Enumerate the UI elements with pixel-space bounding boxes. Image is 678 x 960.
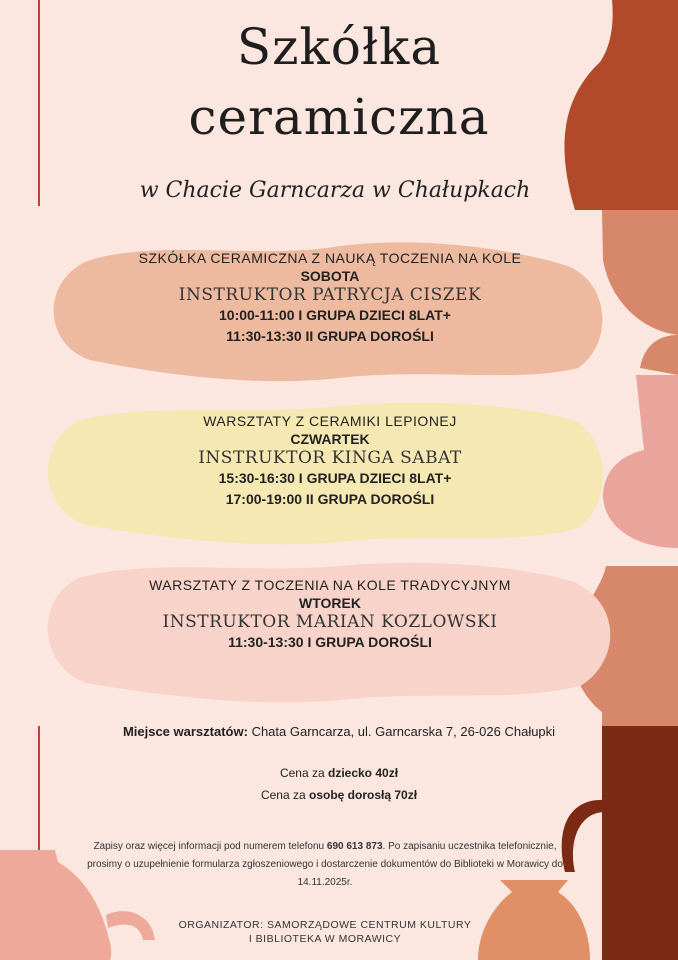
organizer-line1: ORGANIZATOR: SAMORZĄDOWE CENTRUM KULTURY (178, 919, 472, 931)
session-time: 15:30-16:30 I GRUPA DZIECI 8LAT+ (218, 470, 452, 486)
place-address: Chata Garncarza, ul. Garncarska 7, 26-026 Chałupki (251, 724, 556, 739)
session-time: 11:30-13:30 II GRUPA DOROŚLI (226, 328, 434, 344)
session-block-2 (60, 413, 600, 510)
registration-note (80, 838, 570, 892)
note-text: Zapisy oraz więcej informacji pod numerem telefonu (93, 841, 325, 852)
session-block-3 (60, 577, 600, 653)
session-heading: SZKÓŁKA CERAMICZNA Z NAUKĄ TOCZENIA NA KOLE (138, 250, 522, 266)
phone-number: 690 613 873 (326, 841, 383, 852)
price-adult (0, 788, 678, 802)
session-time: 11:30-13:30 I GRUPA DOROŚLI (228, 634, 432, 650)
session-day: WTOREK (299, 595, 361, 611)
session-time: 10:00-11:00 I GRUPA DZIECI 8LAT+ (219, 307, 451, 323)
terracotta-bowl (602, 210, 678, 335)
maroon-vase (602, 726, 678, 960)
price-value: osobę dorosłą 70zł (309, 788, 418, 802)
place-label: Miejsce warsztatów: (122, 724, 248, 739)
session-instructor: INSTRUKTOR KINGA SABAT (198, 448, 462, 468)
price-value: dziecko 40zł (328, 766, 399, 780)
organizer (120, 918, 530, 946)
price-child (0, 766, 678, 780)
note-text-continued: . Po zapisaniu uczestnika telefonicznie, prosimy o uzupełnienie formularza zgłoszeniowego i dostarczenie dokumentów do Biblioteki w Morawicy do 14.11.2025r. (87, 841, 563, 888)
page-title-line1: Szkółka (236, 18, 442, 76)
page-subtitle: w Chacie Garncarza w Chałupkach (139, 178, 531, 203)
session-instructor: INSTRUKTOR MARIAN KOZLOWSKI (162, 612, 498, 632)
organizer-line2: I BIBLIOTEKA W MORAWICY (248, 933, 402, 945)
price-prefix: Cena za (279, 766, 325, 780)
page-title-line2: ceramiczna (188, 88, 490, 146)
price-prefix: Cena za (260, 788, 306, 802)
session-instructor: INSTRUKTOR PATRYCJA CISZEK (178, 285, 482, 305)
workshop-place (0, 724, 678, 739)
session-day: CZWARTEK (290, 431, 370, 447)
pink-vase (603, 375, 678, 548)
session-heading: WARSZTATY Z TOCZENIA NA KOLE TRADYCYJNYM (149, 577, 511, 593)
session-block-1 (60, 250, 600, 347)
terracotta-knob (640, 335, 678, 375)
session-day: SOBOTA (300, 268, 360, 284)
session-time: 17:00-19:00 II GRUPA DOROŚLI (225, 491, 435, 507)
session-heading: WARSZTATY Z CERAMIKI LEPIONEJ (203, 413, 457, 429)
